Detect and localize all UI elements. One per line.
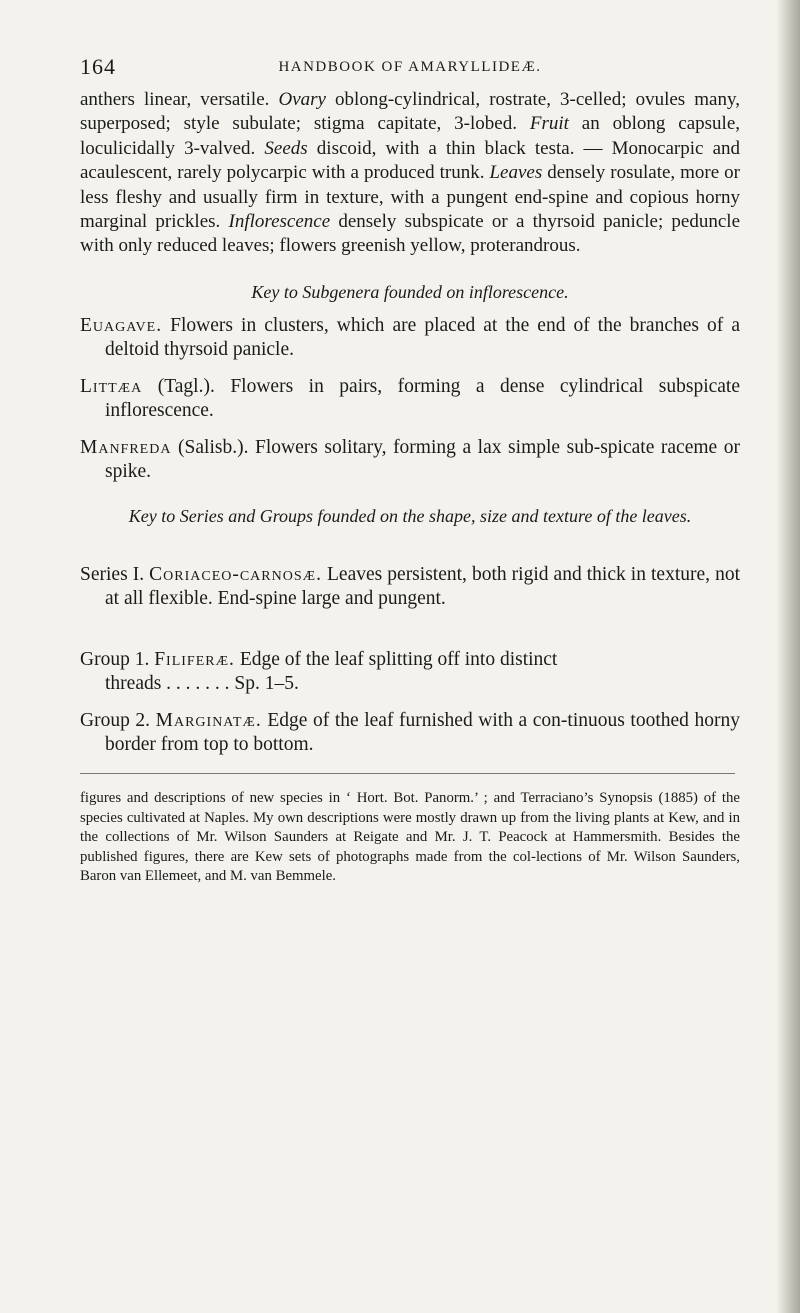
term-ovary: Ovary — [278, 89, 326, 110]
key-subgenera-heading: Key to Subgenera founded on inflorescence. — [251, 282, 569, 302]
subgenus-euagave: Euagave. Flowers in clusters, which are placed at the end of the branches of a deltoid thyrsoid panicle. — [80, 315, 740, 360]
term-seeds: Seeds — [264, 137, 308, 159]
page-edge-shadow — [776, 0, 800, 1313]
series-coriaceo-carnosae: Series I. Coriaceo-carnosæ. Leaves persistent, both rigid and thick in texture, not at all flexible. End-spine large and pungent. — [80, 564, 740, 609]
subgenus-manfreda: Manfreda (Salisb.). Flowers solitary, forming a lax simple sub-spicate raceme or spike. — [80, 437, 740, 482]
term-fruit: Fruit — [529, 113, 569, 135]
group-marginatae: Group 2. Marginatæ. Edge of the leaf furnished with a con-tinuous toothed horny border from top to bottom. — [80, 710, 741, 755]
page-number: 164 — [80, 54, 116, 79]
running-title: HANDBOOK OF AMARYLLIDEÆ. — [278, 59, 542, 75]
running-header — [80, 54, 740, 84]
group-filiferae-species: threads . . . . . . . Sp. 1–5. — [105, 673, 299, 694]
genus-description: anthers linear, versatile. Ovary oblong-cylindrical, rostrate, 3-celled; ovules many, superposed; style subulate; stigma capitate, 3-lobed. Fruit an oblong capsule, loculicidally 3-valved. Seeds discoid, with a thin black testa. — Monocarpic and acaulescent, rarely polycarpic with a produced trunk. Leaves densely rosulate, more or less fleshy and usually firm in texture, with a pungent end-spine and copious horny marginal prickles. Inflorescence densely subspicate or a thyrsoid panicle; peduncle with only reduced leaves; flowers greenish yellow, proterandrous. — [80, 89, 741, 257]
term-leaves: Leaves — [489, 162, 543, 184]
key-series-heading: Key to Series and Groups founded on the shape, size and texture of the leaves. — [128, 506, 692, 526]
footnote-rule — [80, 773, 735, 774]
footnote: figures and descriptions of new species in ‘ Hort. Bot. Panorm.’ ; and Terraciano’s Synopsis (1885) of the species cultivated at Naples. My own descriptions were mostly drawn up from the living plants at Kew, and in the collections of Mr. Wilson Saunders at Reigate and Mr. J. T. Peacock at Hammersmith. Besides the published figures, there are Kew sets of photographs made from the col-lections of Mr. Wilson Saunders, Baron van Ellemeet, and M. van Bemmele. — [80, 790, 740, 885]
term-inflorescence: Inflorescence — [228, 211, 331, 233]
group-filiferae: Group 1. Filiferæ. Edge of the leaf splitting off into distinct — [80, 649, 558, 670]
subgenus-littaea: Littæa (Tagl.). Flowers in pairs, forming a dense cylindrical subspicate inflorescence. — [80, 376, 740, 421]
